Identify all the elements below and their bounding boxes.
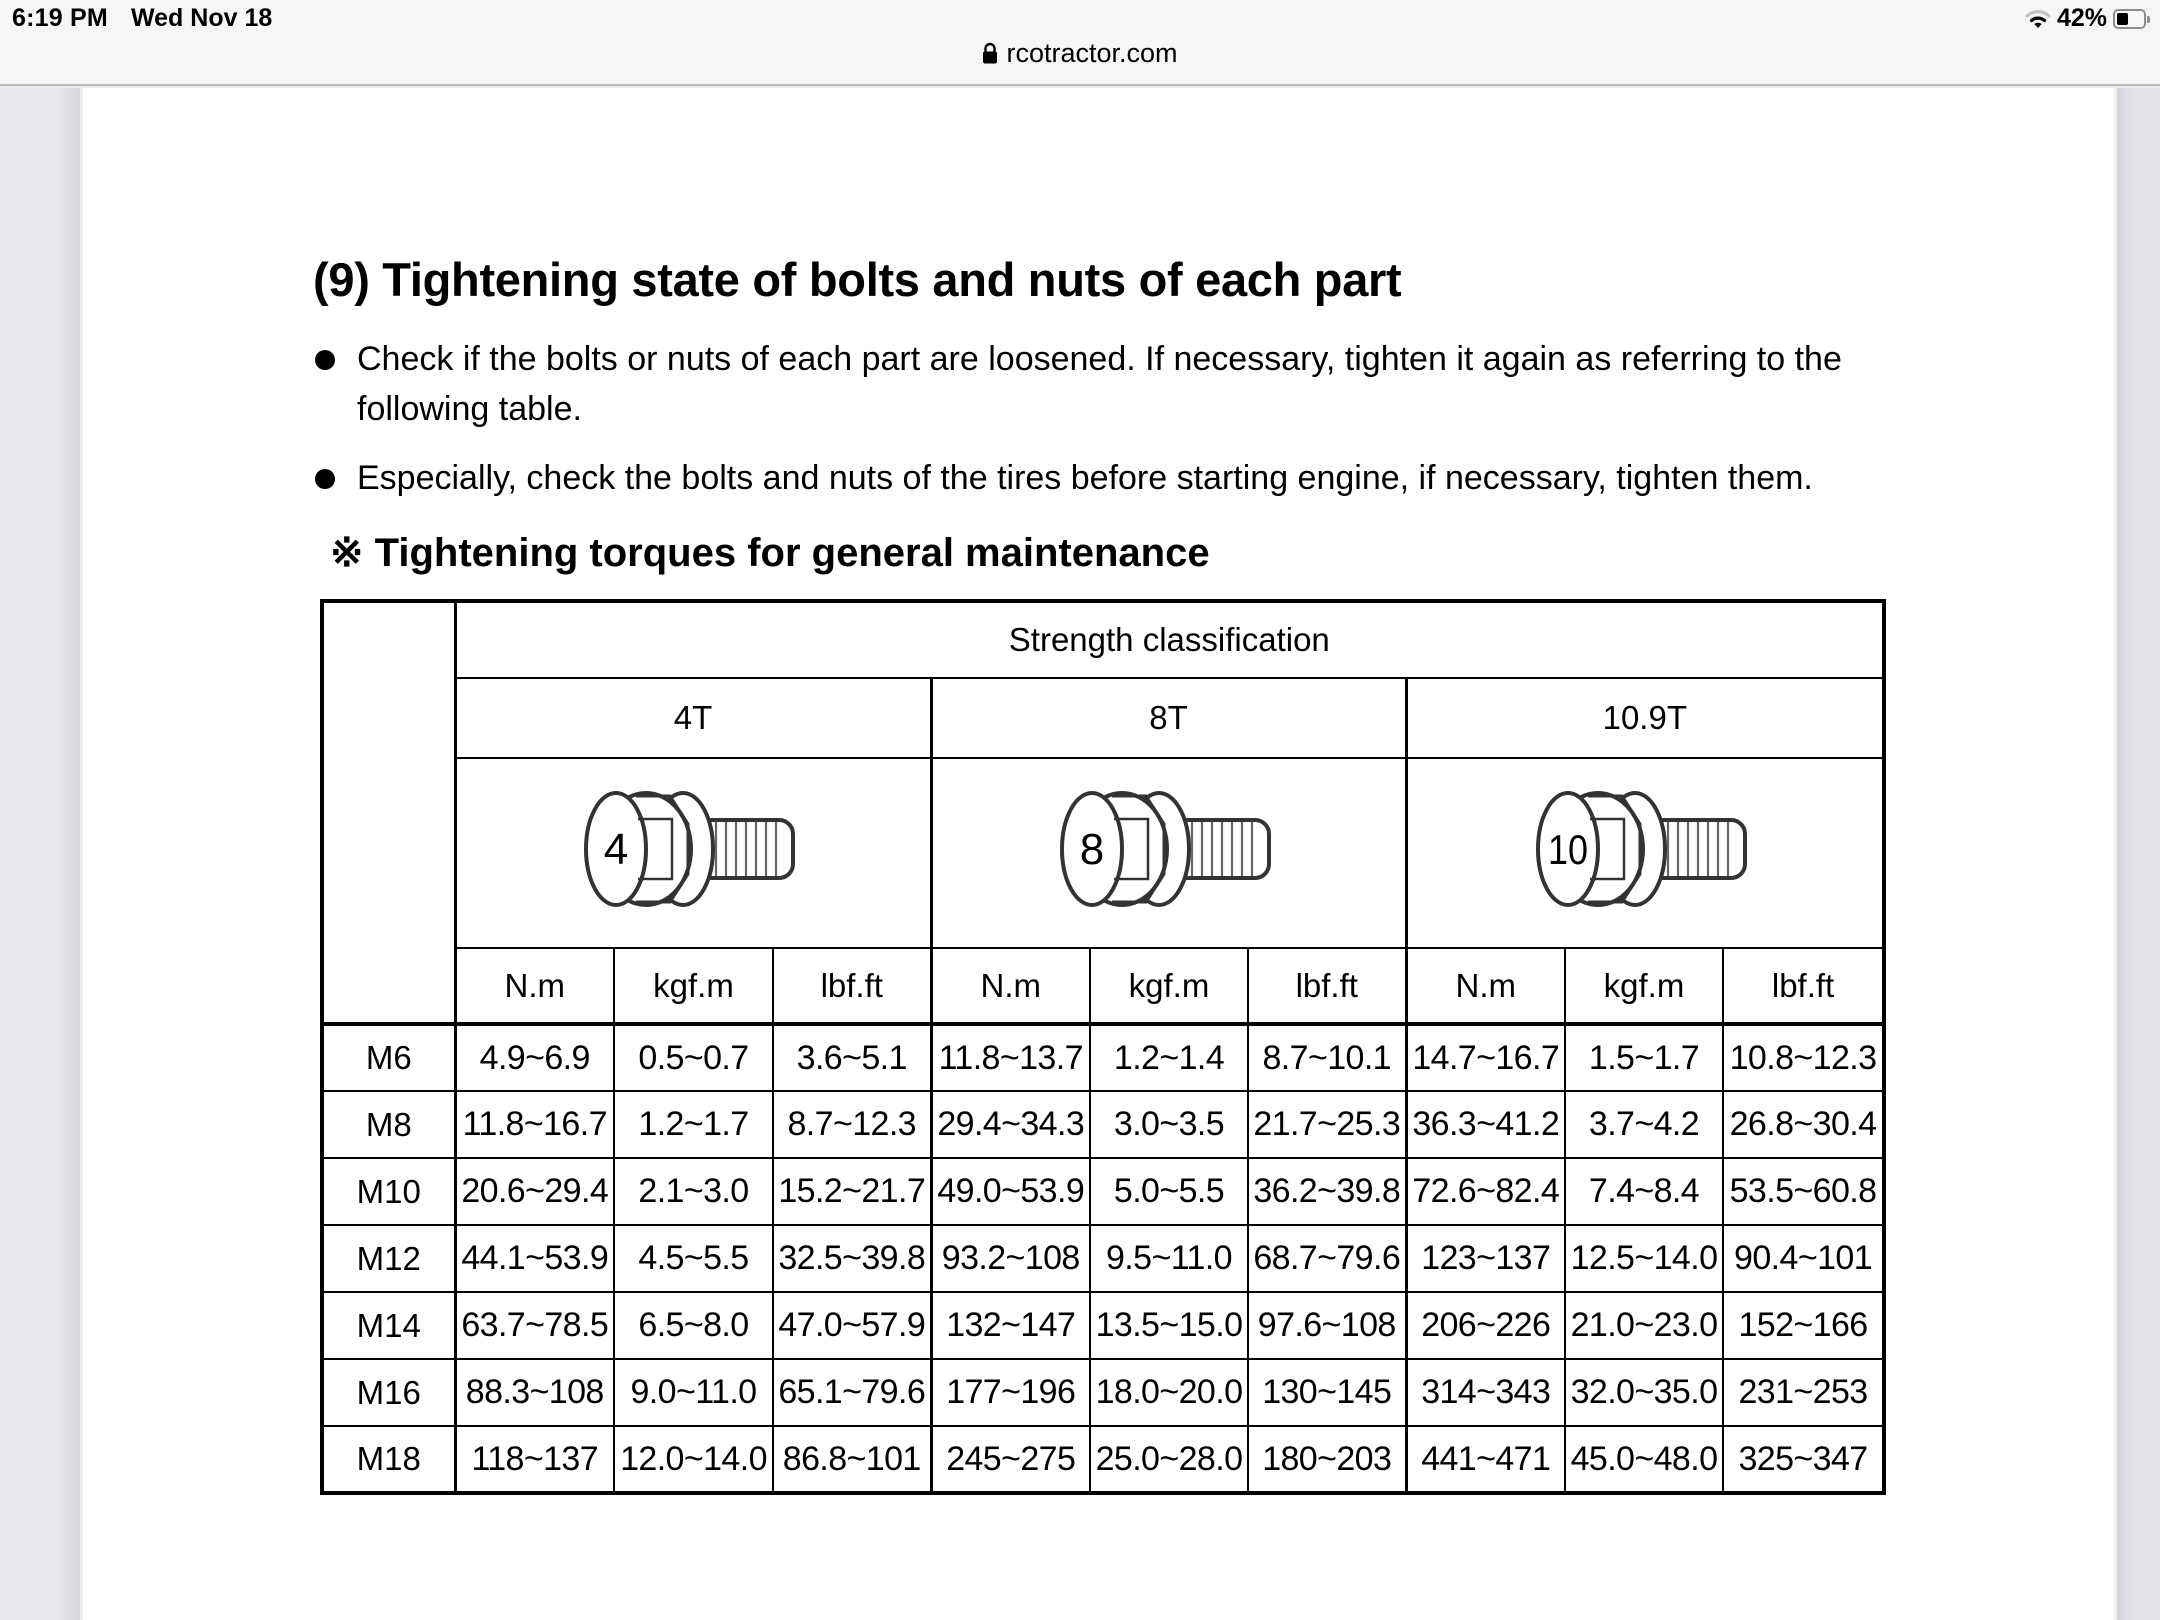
torque-value-cell: 29.4~34.3 (931, 1091, 1090, 1158)
unit-header: lbf.ft (773, 948, 931, 1024)
torque-value-cell: 63.7~78.5 (455, 1292, 614, 1359)
bolt-image-cell (455, 758, 931, 948)
torque-value-cell: 53.5~60.8 (1723, 1158, 1884, 1225)
unit-header: N.m (455, 948, 614, 1024)
status-indicators (2025, 4, 2146, 33)
battery-percent: 42% (2056, 4, 2107, 32)
torque-value-cell: 118~137 (455, 1426, 614, 1493)
torque-value-cell: 11.8~13.7 (931, 1024, 1090, 1091)
torque-value-cell: 441~471 (1406, 1426, 1565, 1493)
torque-value-cell: 15.2~21.7 (773, 1158, 931, 1225)
page-margin-right (2117, 88, 2160, 1620)
torque-value-cell: 3.0~3.5 (1090, 1091, 1248, 1158)
bolt-mark: 8 (1079, 825, 1104, 874)
torque-value-cell: 44.1~53.9 (455, 1225, 614, 1292)
table-row (322, 1359, 1884, 1426)
torque-value-cell: 68.7~79.6 (1248, 1225, 1406, 1292)
battery-level (2117, 13, 2128, 25)
status-time: 6:19 PM (12, 4, 108, 32)
status-date: Wed Nov 18 (131, 4, 273, 32)
torque-value-cell: 36.3~41.2 (1406, 1091, 1565, 1158)
torque-value-cell: 11.8~16.7 (455, 1091, 614, 1158)
bolt-size-cell: M16 (322, 1359, 455, 1426)
bolt-image-cell (931, 758, 1406, 948)
bolt-4t-icon (578, 784, 808, 914)
bolt-mark: 4 (603, 825, 629, 874)
bullet-text: Check if the bolts or nuts of each part are loosened. If necessary, tighten it again as referring to the following table. (357, 340, 1842, 428)
bolt-mark: 10 (1547, 826, 1588, 873)
table-row (322, 1426, 1884, 1493)
torque-value-cell: 32.5~39.8 (773, 1225, 931, 1292)
torque-value-cell: 231~253 (1723, 1359, 1884, 1426)
bolt-size-cell: M18 (322, 1426, 455, 1493)
torque-value-cell: 86.8~101 (773, 1426, 931, 1493)
unit-header: kgf.m (1090, 948, 1248, 1024)
bolt-8t-icon (1054, 784, 1284, 914)
unit-header: N.m (1406, 948, 1565, 1024)
torque-value-cell: 10.8~12.3 (1723, 1024, 1884, 1091)
unit-header: lbf.ft (1723, 948, 1884, 1024)
torque-value-cell: 25.0~28.0 (1090, 1426, 1248, 1493)
torque-value-cell: 13.5~15.0 (1090, 1292, 1248, 1359)
torque-value-cell: 36.2~39.8 (1248, 1158, 1406, 1225)
torque-value-cell: 90.4~101 (1723, 1225, 1884, 1292)
table-heading-text: Tightening torques for general maintenance (374, 531, 1210, 575)
torque-value-cell: 3.7~4.2 (1565, 1091, 1723, 1158)
bolt-size-cell: M6 (322, 1024, 455, 1091)
torque-value-cell: 32.0~35.0 (1565, 1359, 1723, 1426)
torque-value-cell: 1.5~1.7 (1565, 1024, 1723, 1091)
torque-value-cell: 314~343 (1406, 1359, 1565, 1426)
torque-value-cell: 12.0~14.0 (614, 1426, 773, 1493)
bullet-icon (313, 453, 357, 503)
torque-value-cell: 18.0~20.0 (1090, 1359, 1248, 1426)
torque-value-cell: 180~203 (1248, 1426, 1406, 1493)
table-row (322, 1158, 1884, 1225)
torque-value-cell: 123~137 (1406, 1225, 1565, 1292)
table-heading (330, 530, 1210, 576)
bullet-item (313, 453, 1913, 503)
torque-value-cell: 4.5~5.5 (614, 1225, 773, 1292)
torque-value-cell: 9.5~11.0 (1090, 1225, 1248, 1292)
torque-value-cell: 93.2~108 (931, 1225, 1090, 1292)
torque-value-cell: 325~347 (1723, 1426, 1884, 1493)
torque-value-cell: 132~147 (931, 1292, 1090, 1359)
status-bar (0, 0, 2160, 86)
table-row (322, 1292, 1884, 1359)
reference-mark-icon: ※ (330, 531, 364, 575)
bolt-size-cell: M10 (322, 1158, 455, 1225)
torque-value-cell: 26.8~30.4 (1723, 1091, 1884, 1158)
torque-value-cell: 21.0~23.0 (1565, 1292, 1723, 1359)
torque-value-cell: 6.5~8.0 (614, 1292, 773, 1359)
bullet-item (313, 334, 1913, 434)
size-header-cell (322, 601, 455, 1024)
torque-value-cell: 3.6~5.1 (773, 1024, 931, 1091)
unit-header: kgf.m (614, 948, 773, 1024)
address-bar[interactable] (0, 38, 2160, 71)
table-row (322, 1091, 1884, 1158)
torque-value-cell: 21.7~25.3 (1248, 1091, 1406, 1158)
bolt-10-9t-icon (1530, 784, 1760, 914)
torque-value-cell: 206~226 (1406, 1292, 1565, 1359)
torque-value-cell: 0.5~0.7 (614, 1024, 773, 1091)
unit-header: lbf.ft (1248, 948, 1406, 1024)
class-header-8t: 8T (931, 678, 1406, 758)
bullet-icon (313, 334, 357, 434)
torque-value-cell: 7.4~8.4 (1565, 1158, 1723, 1225)
torque-value-cell: 49.0~53.9 (931, 1158, 1090, 1225)
page-margin-left (0, 88, 80, 1620)
torque-value-cell: 47.0~57.9 (773, 1292, 931, 1359)
torque-value-cell: 72.6~82.4 (1406, 1158, 1565, 1225)
torque-value-cell: 12.5~14.0 (1565, 1225, 1723, 1292)
class-header-10-9t: 10.9T (1406, 678, 1884, 758)
table-row (322, 1225, 1884, 1292)
url-text: rcotractor.com (1006, 38, 1178, 68)
torque-value-cell: 97.6~108 (1248, 1292, 1406, 1359)
torque-value-cell: 20.6~29.4 (455, 1158, 614, 1225)
wifi-icon (2025, 8, 2051, 30)
torque-value-cell: 88.3~108 (455, 1359, 614, 1426)
bolt-size-cell: M14 (322, 1292, 455, 1359)
torque-value-cell: 130~145 (1248, 1359, 1406, 1426)
torque-value-cell: 4.9~6.9 (455, 1024, 614, 1091)
strength-classification-header: Strength classification (455, 601, 1884, 678)
torque-value-cell: 1.2~1.4 (1090, 1024, 1248, 1091)
torque-value-cell: 5.0~5.5 (1090, 1158, 1248, 1225)
bolt-size-cell: M8 (322, 1091, 455, 1158)
bullet-text: Especially, check the bolts and nuts of the tires before starting engine, if necessary, tighten them. (357, 459, 1813, 497)
torque-value-cell: 152~166 (1723, 1292, 1884, 1359)
torque-value-cell: 2.1~3.0 (614, 1158, 773, 1225)
torque-value-cell: 45.0~48.0 (1565, 1426, 1723, 1493)
torque-value-cell: 8.7~12.3 (773, 1091, 931, 1158)
unit-header: N.m (931, 948, 1090, 1024)
class-header-4t: 4T (455, 678, 931, 758)
torque-value-cell: 1.2~1.7 (614, 1091, 773, 1158)
torque-value-cell: 65.1~79.6 (773, 1359, 931, 1426)
torque-table (320, 599, 1886, 1495)
torque-value-cell: 8.7~10.1 (1248, 1024, 1406, 1091)
table-row (322, 1024, 1884, 1091)
lock-icon (982, 40, 998, 71)
torque-value-cell: 14.7~16.7 (1406, 1024, 1565, 1091)
bolt-size-cell: M12 (322, 1225, 455, 1292)
torque-value-cell: 177~196 (931, 1359, 1090, 1426)
bolt-image-cell (1406, 758, 1884, 948)
unit-header: kgf.m (1565, 948, 1723, 1024)
section-heading: (9) Tightening state of bolts and nuts of each part (313, 253, 1402, 306)
torque-value-cell: 245~275 (931, 1426, 1090, 1493)
battery-icon (2113, 9, 2146, 29)
torque-value-cell: 9.0~11.0 (614, 1359, 773, 1426)
